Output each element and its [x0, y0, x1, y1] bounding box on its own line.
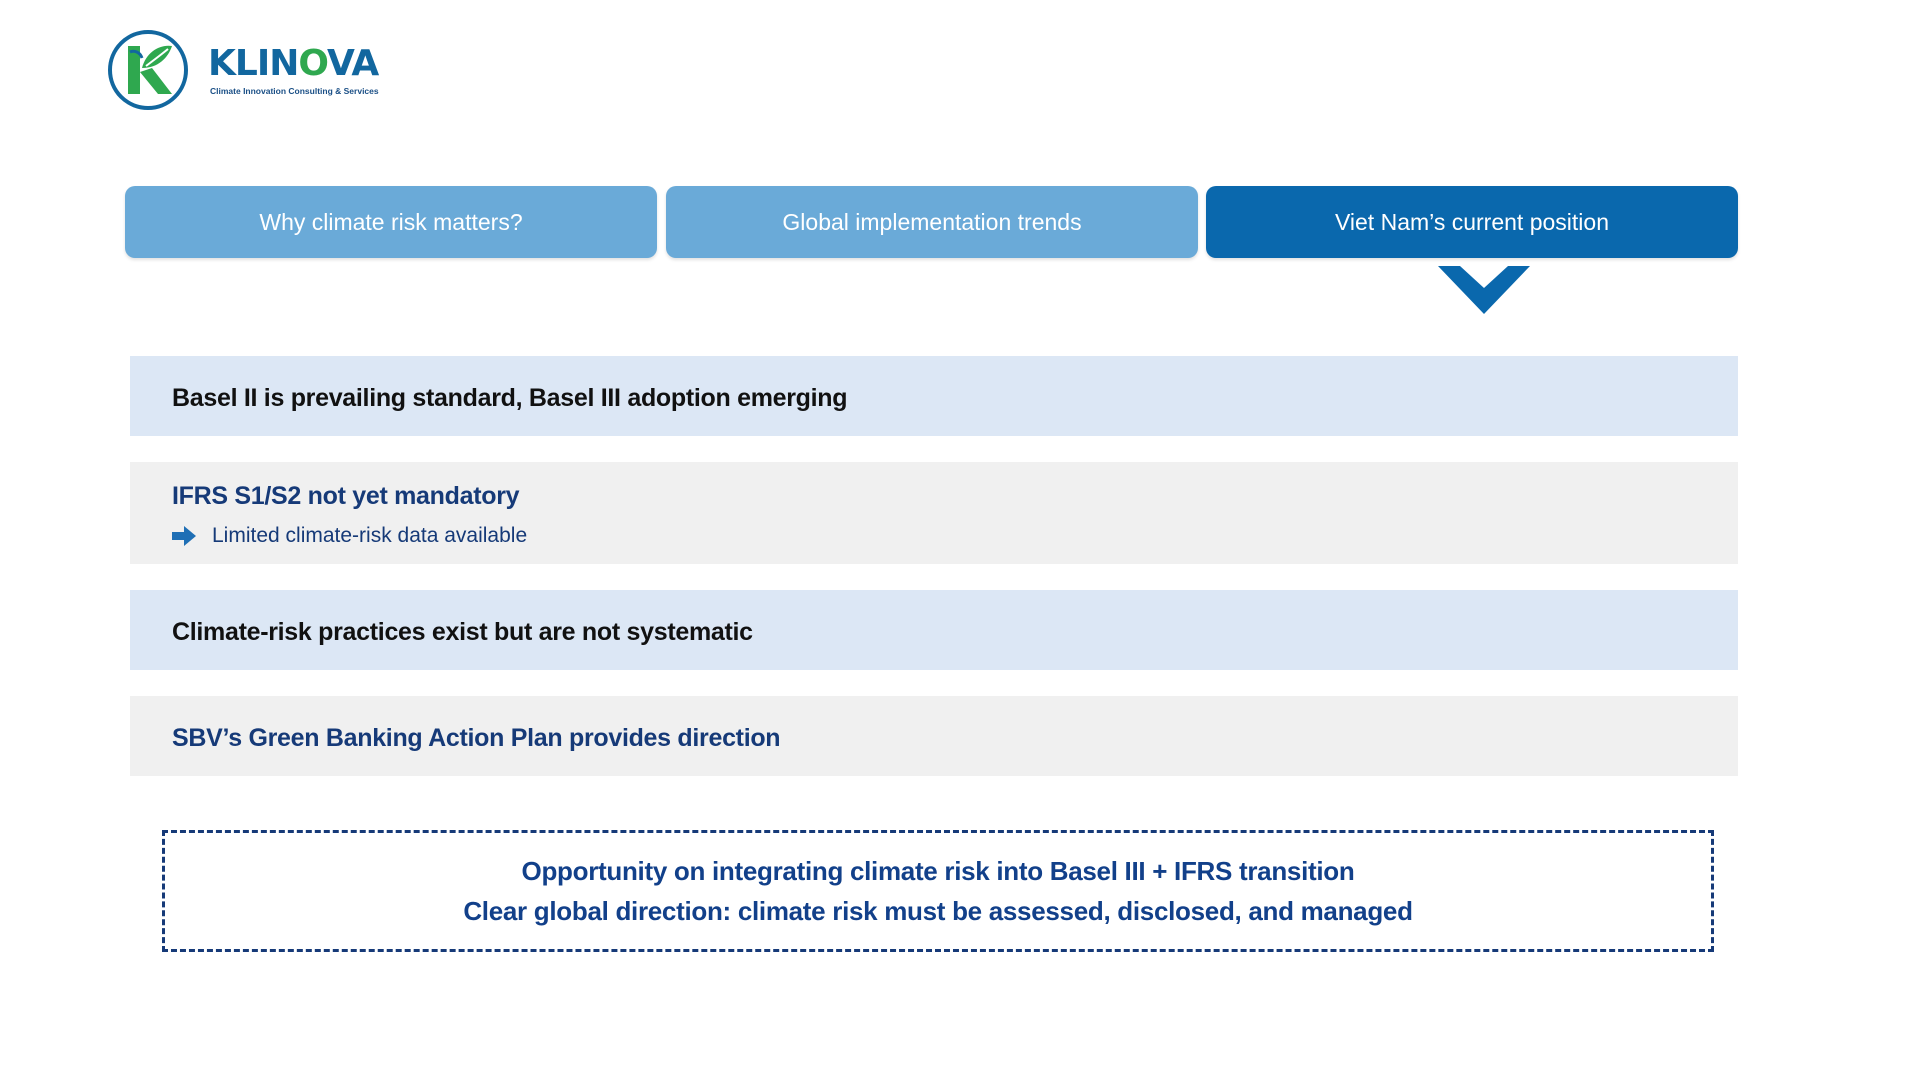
item-title: Climate-risk practices exist but are not systematic: [172, 618, 753, 646]
tab-why-climate-risk[interactable]: Why climate risk matters?: [125, 186, 657, 258]
brand-tagline: Climate Innovation Consulting & Services: [210, 86, 379, 96]
list-item: [130, 356, 1738, 436]
list-item: [130, 462, 1738, 564]
list-item: [130, 696, 1738, 776]
item-title: SBV’s Green Banking Action Plan provides direction: [172, 724, 781, 752]
item-bullet: [172, 524, 527, 548]
opportunity-callout: [162, 830, 1714, 952]
item-title: Basel II is prevailing standard, Basel III adoption emerging: [172, 384, 848, 412]
chevron-down-icon: [1438, 266, 1530, 314]
brand-name: KLINOVA: [208, 43, 379, 84]
bullet-text: Limited climate-risk data available: [212, 524, 528, 547]
list-item: [130, 590, 1738, 670]
callout-line-1: Opportunity on integrating climate risk into Basel III + IFRS transition: [521, 856, 1355, 886]
brand-logo: [106, 28, 406, 112]
tab-viet-nam-position[interactable]: Viet Nam’s current position: [1206, 186, 1738, 258]
tab-global-trends[interactable]: Global implementation trends: [666, 186, 1198, 258]
callout-line-2: Clear global direction: climate risk must be assessed, disclosed, and managed: [463, 896, 1413, 926]
right-arrow-icon: [172, 526, 196, 546]
klinova-logo-icon: [106, 28, 190, 112]
item-title: IFRS S1/S2 not yet mandatory: [172, 482, 520, 510]
